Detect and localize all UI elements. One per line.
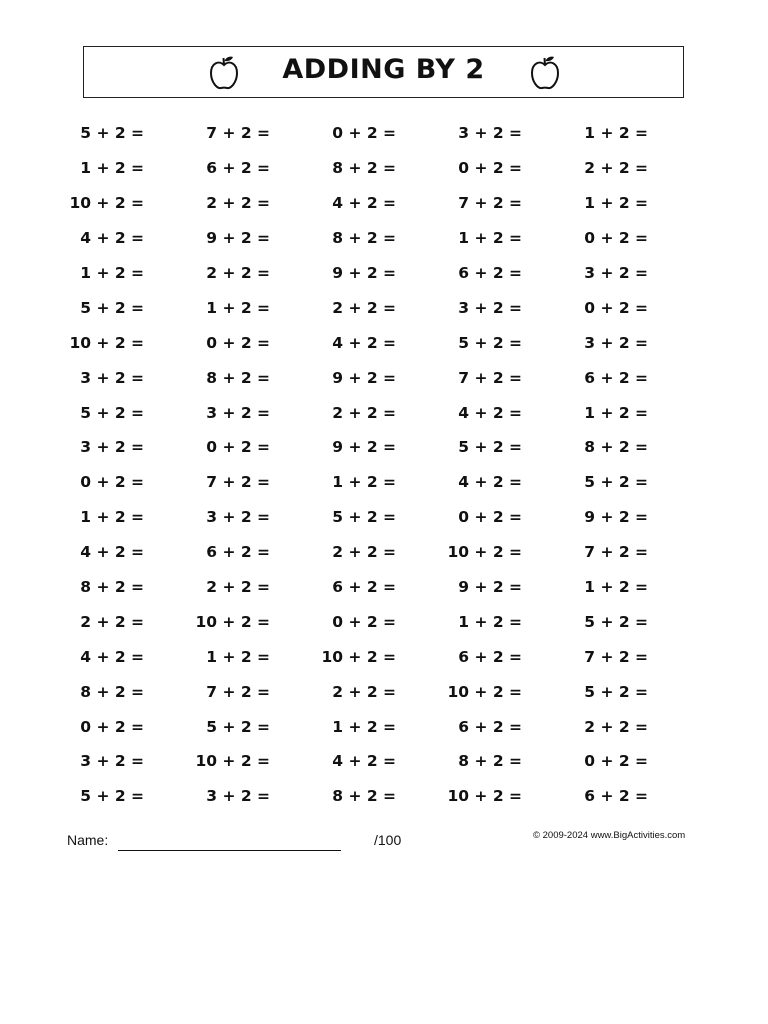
math-problem: 8 + 2 =	[332, 787, 396, 806]
math-problem: 1 + 2 =	[584, 578, 648, 597]
math-problem: 3 + 2 =	[458, 298, 522, 317]
math-problem: 0 + 2 =	[80, 473, 144, 492]
math-problem: 6 + 2 =	[206, 159, 270, 178]
math-problem: 3 + 2 =	[206, 508, 270, 527]
math-problem: 7 + 2 =	[458, 194, 522, 213]
math-problem: 10 + 2 =	[321, 647, 396, 666]
math-problem: 1 + 2 =	[206, 647, 270, 666]
math-problem: 9 + 2 =	[458, 578, 522, 597]
math-problem: 5 + 2 =	[332, 508, 396, 527]
math-problem: 10 + 2 =	[447, 543, 522, 562]
math-problem: 4 + 2 =	[80, 543, 144, 562]
math-problem: 2 + 2 =	[80, 612, 144, 631]
math-problem: 6 + 2 =	[458, 647, 522, 666]
math-problem: 4 + 2 =	[458, 403, 522, 422]
apple-icon	[529, 55, 561, 91]
math-problem: 7 + 2 =	[584, 543, 648, 562]
math-problem: 8 + 2 =	[206, 368, 270, 387]
math-problem: 0 + 2 =	[332, 612, 396, 631]
math-problem: 0 + 2 =	[206, 438, 270, 457]
math-problem: 1 + 2 =	[458, 612, 522, 631]
math-problem: 5 + 2 =	[458, 333, 522, 352]
math-problem: 3 + 2 =	[80, 752, 144, 771]
math-problem: 7 + 2 =	[206, 473, 270, 492]
math-problem: 4 + 2 =	[80, 229, 144, 248]
math-problem: 1 + 2 =	[332, 717, 396, 736]
math-problem: 8 + 2 =	[80, 578, 144, 597]
math-problem: 6 + 2 =	[584, 787, 648, 806]
math-problem: 0 + 2 =	[458, 159, 522, 178]
math-problem: 9 + 2 =	[332, 438, 396, 457]
math-problem: 10 + 2 =	[447, 682, 522, 701]
math-problem: 5 + 2 =	[584, 612, 648, 631]
worksheet-title: ADDING BY 2	[282, 54, 485, 85]
math-problem: 0 + 2 =	[584, 752, 648, 771]
math-problem: 2 + 2 =	[206, 578, 270, 597]
math-problem: 10 + 2 =	[69, 194, 144, 213]
math-problem: 2 + 2 =	[332, 682, 396, 701]
math-problem: 8 + 2 =	[458, 752, 522, 771]
math-problem: 10 + 2 =	[69, 333, 144, 352]
math-problem: 5 + 2 =	[206, 717, 270, 736]
math-problem: 1 + 2 =	[458, 229, 522, 248]
math-problem: 3 + 2 =	[584, 264, 648, 282]
math-problem: 9 + 2 =	[584, 508, 648, 527]
math-problem: 1 + 2 =	[80, 508, 144, 527]
math-problem: 2 + 2 =	[584, 717, 648, 736]
math-problem: 3 + 2 =	[458, 124, 522, 143]
math-problem: 0 + 2 =	[332, 124, 396, 143]
math-problem: 0 + 2 =	[584, 229, 648, 248]
math-problem: 5 + 2 =	[80, 787, 144, 806]
math-problem: 1 + 2 =	[80, 264, 144, 282]
math-problem: 8 + 2 =	[584, 438, 648, 457]
math-problem: 5 + 2 =	[80, 124, 144, 143]
math-problem: 1 + 2 =	[332, 473, 396, 492]
math-problem: 2 + 2 =	[584, 159, 648, 178]
math-problem: 4 + 2 =	[332, 752, 396, 771]
math-problem: 3 + 2 =	[206, 403, 270, 422]
math-problem: 4 + 2 =	[332, 194, 396, 213]
math-problem: 2 + 2 =	[332, 543, 396, 562]
math-problem: 3 + 2 =	[584, 333, 648, 352]
math-problem: 10 + 2 =	[447, 787, 522, 806]
math-problem: 4 + 2 =	[80, 647, 144, 666]
math-problem: 0 + 2 =	[80, 717, 144, 736]
copyright: © 2009-2024 www.BigActivities.com	[533, 830, 686, 841]
math-problem: 5 + 2 =	[584, 473, 648, 492]
math-problem: 5 + 2 =	[80, 403, 144, 422]
math-problem: 1 + 2 =	[80, 159, 144, 178]
math-problem: 5 + 2 =	[584, 682, 648, 701]
math-problem: 7 + 2 =	[584, 647, 648, 666]
math-problem: 10 + 2 =	[195, 752, 270, 771]
score-label: /100	[374, 832, 402, 848]
math-problem: 10 + 2 =	[195, 612, 270, 631]
math-problem: 5 + 2 =	[80, 298, 144, 317]
math-problem: 4 + 2 =	[332, 333, 396, 352]
math-problem: 8 + 2 =	[332, 159, 396, 178]
math-problem: 6 + 2 =	[584, 368, 648, 387]
math-problem: 3 + 2 =	[80, 438, 144, 457]
title-box	[83, 46, 684, 98]
math-problem: 3 + 2 =	[206, 787, 270, 806]
math-problem: 6 + 2 =	[332, 578, 396, 597]
problem-grid	[58, 116, 698, 814]
math-problem: 1 + 2 =	[584, 403, 648, 422]
math-problem: 7 + 2 =	[206, 682, 270, 701]
name-label: Name:	[67, 832, 109, 848]
math-problem: 0 + 2 =	[206, 333, 270, 352]
math-problem: 1 + 2 =	[206, 298, 270, 317]
math-problem: 0 + 2 =	[584, 298, 648, 317]
math-problem: 7 + 2 =	[458, 368, 522, 387]
math-problem: 9 + 2 =	[332, 368, 396, 387]
math-problem: 1 + 2 =	[584, 194, 648, 213]
math-problem: 6 + 2 =	[458, 717, 522, 736]
math-problem: 4 + 2 =	[458, 473, 522, 492]
math-problem: 3 + 2 =	[80, 368, 144, 387]
math-problem: 2 + 2 =	[206, 194, 270, 213]
math-problem: 8 + 2 =	[332, 229, 396, 248]
math-problem: 7 + 2 =	[206, 124, 270, 143]
math-problem: 2 + 2 =	[332, 298, 396, 317]
math-problem: 8 + 2 =	[80, 682, 144, 701]
math-problem: 6 + 2 =	[458, 264, 522, 282]
math-problem: 6 + 2 =	[206, 543, 270, 562]
math-problem: 0 + 2 =	[458, 508, 522, 527]
math-problem: 5 + 2 =	[458, 438, 522, 457]
math-problem: 2 + 2 =	[332, 403, 396, 422]
math-problem: 9 + 2 =	[206, 229, 270, 248]
math-problem: 9 + 2 =	[332, 264, 396, 282]
math-problem: 2 + 2 =	[206, 264, 270, 282]
name-line[interactable]	[118, 850, 341, 851]
math-problem: 1 + 2 =	[584, 124, 648, 143]
